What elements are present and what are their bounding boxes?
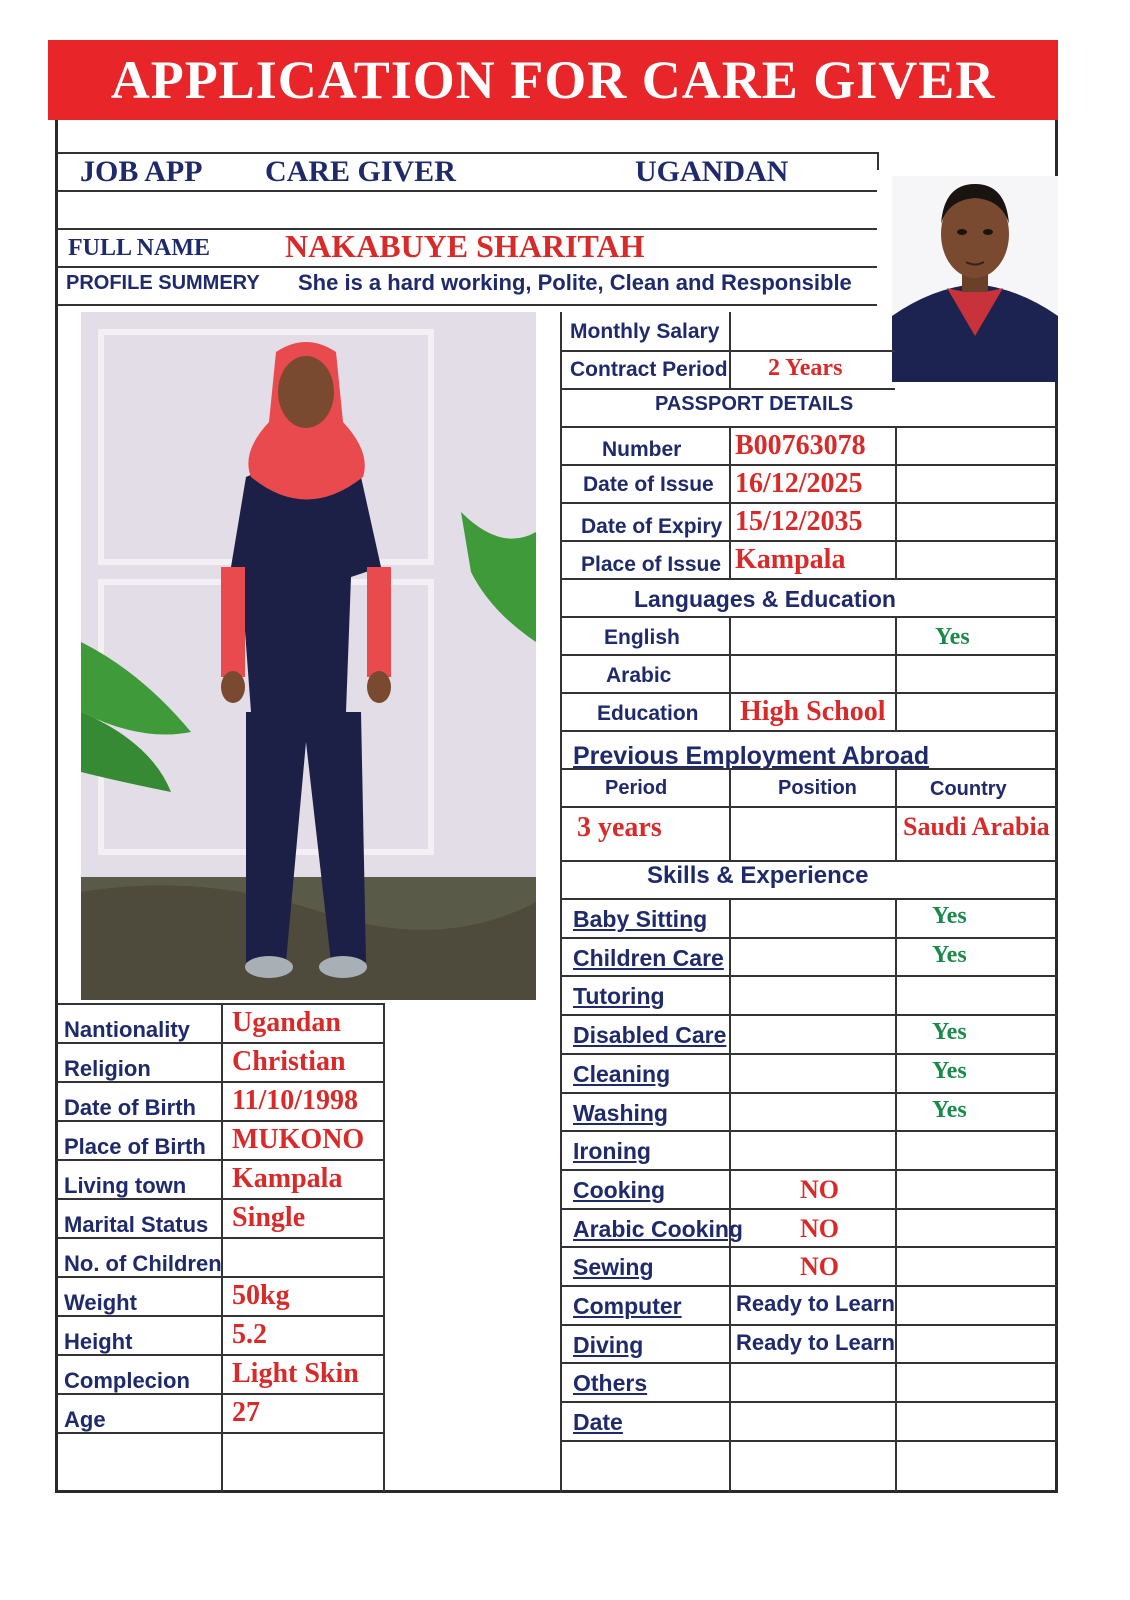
col-country: Country xyxy=(930,778,1007,800)
place-of-issue: Kampala xyxy=(735,544,846,575)
arabic-label: Arabic xyxy=(606,664,672,687)
personal-label: Religion xyxy=(64,1056,151,1081)
skills-row-line xyxy=(560,1092,1058,1094)
education-value: High School xyxy=(740,696,886,727)
passport-number: B00763078 xyxy=(735,430,866,461)
skill-level: Ready to Learn xyxy=(736,1329,895,1355)
skill-answer: Yes xyxy=(932,903,967,929)
personal-value: MUKONO xyxy=(232,1124,365,1155)
skills-row-line xyxy=(560,1169,1058,1171)
skill-label: Baby Sitting xyxy=(573,906,708,932)
place-of-issue-label: Place of Issue xyxy=(581,553,722,576)
personal-value: 50kg xyxy=(232,1280,290,1311)
skill-label: Diving xyxy=(573,1331,644,1358)
expiry-date: 15/12/2035 xyxy=(735,506,863,537)
skill-label: Others xyxy=(573,1370,648,1397)
skills-row-line xyxy=(560,1014,1058,1016)
personal-label: Age xyxy=(64,1407,106,1432)
skill-answer: Yes xyxy=(932,1096,967,1123)
contract-value: 2 Years xyxy=(768,355,843,381)
skill-answer: Yes xyxy=(932,941,967,968)
skill-level: NO xyxy=(800,1213,839,1243)
personal-value: 11/10/1998 xyxy=(232,1085,359,1116)
personal-label: Nantionality xyxy=(64,1017,190,1042)
skills-row-line xyxy=(560,1440,1058,1442)
employment-heading: Previous Employment Abroad xyxy=(573,742,930,770)
skill-label: Arabic Cooking xyxy=(573,1215,743,1242)
col-period: Period xyxy=(605,777,668,799)
personal-label: Living town xyxy=(64,1173,187,1198)
job-app-label: JOB APP xyxy=(80,155,203,188)
employment-period: 3 years xyxy=(577,812,662,843)
skill-label: Washing xyxy=(573,1099,668,1126)
personal-label: No. of Children xyxy=(64,1251,222,1276)
skills-row-line xyxy=(560,937,1058,939)
personal-label: Height xyxy=(64,1329,133,1354)
col-position: Position xyxy=(778,777,857,799)
skills-row-line xyxy=(560,1401,1058,1403)
english-value: Yes xyxy=(935,624,970,650)
personal-label: Weight xyxy=(64,1290,137,1315)
skills-row-line xyxy=(560,1285,1058,1287)
personal-value: 5.2 xyxy=(232,1319,267,1350)
skill-label: Tutoring xyxy=(573,983,665,1010)
skill-level: NO xyxy=(800,1174,839,1204)
personal-label: Date of Birth xyxy=(64,1095,196,1120)
personal-value: Single xyxy=(232,1202,306,1233)
skills-row-line xyxy=(560,1208,1058,1210)
skill-answer: Yes xyxy=(932,1057,967,1084)
education-label: Education xyxy=(597,702,699,725)
personal-label: Place of Birth xyxy=(64,1134,206,1159)
skills-row-line xyxy=(560,1362,1058,1364)
personal-value: 27 xyxy=(232,1397,260,1428)
personal-value: Light Skin xyxy=(232,1358,359,1389)
personal-label: Marital Status xyxy=(64,1212,209,1237)
passport-number-label: Number xyxy=(602,438,682,461)
expiry-date-label: Date of Expiry xyxy=(581,515,723,538)
profile-value: She is a hard working, Polite, Clean and Responsible xyxy=(298,270,852,295)
personal-label: Complecion xyxy=(64,1368,190,1393)
full-name-value: NAKABUYE SHARITAH xyxy=(285,228,645,264)
skills-row-line xyxy=(560,1053,1058,1055)
personal-value: Ugandan xyxy=(232,1007,341,1038)
skill-label: Children Care xyxy=(573,944,724,971)
skills-row-line xyxy=(560,975,1058,977)
salary-label: Monthly Salary xyxy=(570,320,720,343)
profile-label: PROFILE SUMMERY xyxy=(66,272,260,294)
origin: UGANDAN xyxy=(635,155,789,188)
employment-country: Saudi Arabia xyxy=(903,812,1050,841)
personal-value: Christian xyxy=(232,1046,346,1077)
personal-value: Kampala xyxy=(232,1163,343,1194)
skills-row-line xyxy=(560,1130,1058,1132)
skills-heading: Skills & Experience xyxy=(647,862,869,889)
job-title: CARE GIVER xyxy=(265,155,456,188)
full-name-label: FULL NAME xyxy=(68,235,211,261)
skill-label: Date xyxy=(573,1409,623,1436)
skills-row-line xyxy=(560,1324,1058,1326)
full-body-photo xyxy=(81,312,536,1000)
skill-label: Cooking xyxy=(573,1176,665,1203)
skills-row-line xyxy=(560,1246,1058,1248)
skill-label: Disabled Care xyxy=(573,1022,727,1049)
skill-label: Sewing xyxy=(573,1254,654,1281)
skill-label: Cleaning xyxy=(573,1060,671,1087)
skill-label: Ironing xyxy=(573,1138,651,1165)
passport-heading: PASSPORT DETAILS xyxy=(655,393,854,415)
form-title: APPLICATION FOR CARE GIVER xyxy=(48,40,1058,120)
skill-label: Computer xyxy=(573,1293,682,1319)
personal-row-line xyxy=(57,1432,383,1434)
skill-level: Ready to Learn xyxy=(736,1291,895,1316)
contract-label: Contract Period xyxy=(570,358,728,381)
skill-answer: Yes xyxy=(932,1019,967,1046)
languages-heading: Languages & Education xyxy=(634,586,896,612)
skill-level: NO xyxy=(800,1252,839,1282)
english-label: English xyxy=(604,626,680,649)
issue-date: 16/12/2025 xyxy=(735,468,863,499)
issue-date-label: Date of Issue xyxy=(583,473,714,496)
headshot-photo xyxy=(892,176,1058,382)
